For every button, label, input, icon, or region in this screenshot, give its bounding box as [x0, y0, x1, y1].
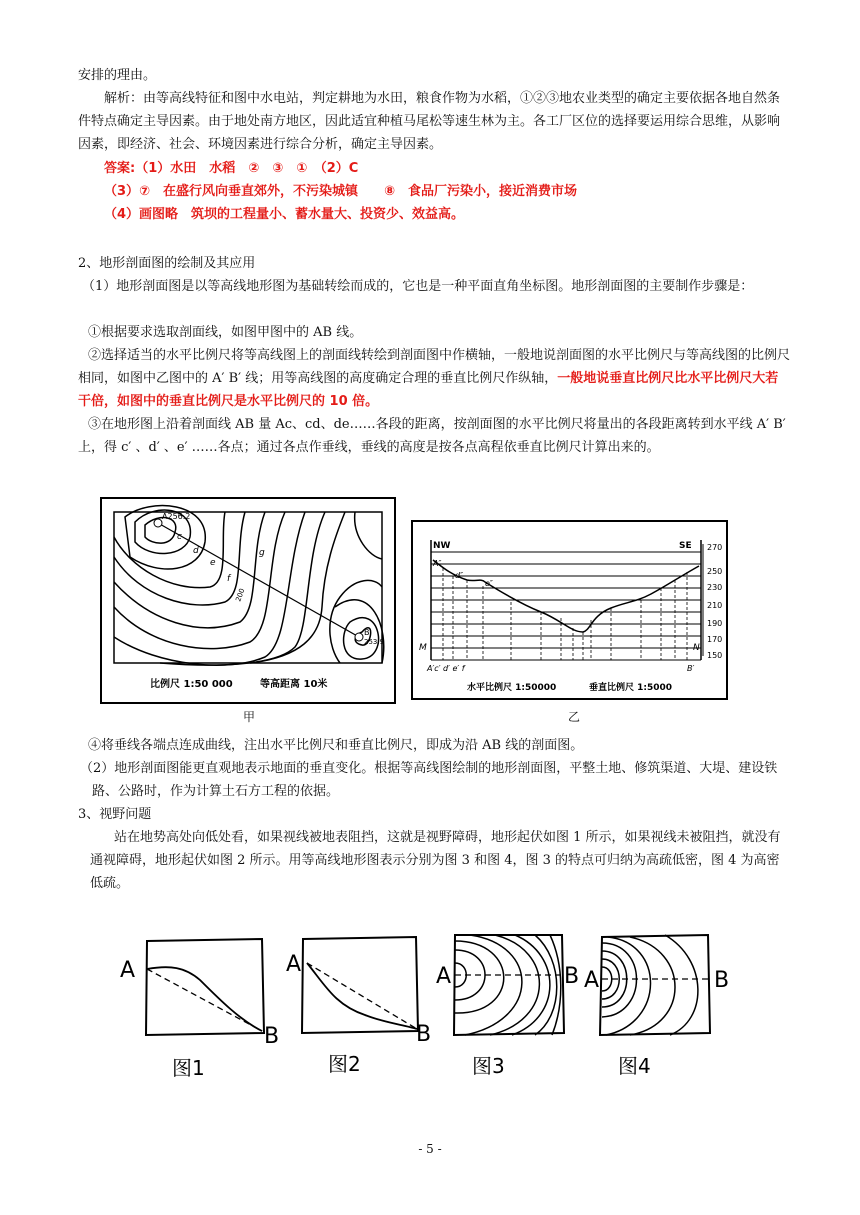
ytick-150: 150: [707, 651, 723, 660]
sketch-1-label-b: B: [264, 1024, 280, 1049]
profile-vscale: 垂直比例尺 1:5000: [589, 683, 673, 693]
label-se: SE: [679, 541, 692, 551]
section-2-title: 2、地形剖面图的绘制及其应用: [78, 256, 256, 271]
caption-yi: 乙: [568, 710, 581, 724]
section-2-intro: （1）地形剖面图是以等高线地形图为基础转绘而成的，它也是一种平面直角坐标图。地形剖面图的主要制作步骤是：: [82, 279, 754, 294]
label-f: f: [227, 574, 231, 584]
sketch-3-caption: 图3: [472, 1054, 505, 1078]
profile-curve: [433, 560, 699, 632]
label-a-double-prime: A″: [433, 559, 442, 568]
caption-jia: 甲: [243, 710, 256, 724]
sketch-4-label-b: B: [714, 968, 730, 993]
ytick-190: 190: [707, 619, 723, 628]
label-b-prime: B′: [687, 664, 695, 673]
sketch-4-label-a: A: [584, 968, 600, 993]
point-b: [355, 633, 363, 641]
profile-figure: [411, 520, 728, 700]
sketch-3-label-b: B: [564, 964, 580, 989]
map-interval: 等高距离 10米: [260, 679, 328, 690]
step-2-highlight: 一般地说垂直比例尺比水平比例尺大若干倍，如图中的垂直比例尺是水平比例尺的 10 倍。: [78, 371, 779, 409]
profile-hscale: 水平比例尺 1:50000: [467, 683, 557, 693]
label-a: A256.2: [162, 512, 191, 521]
step-4: ④将垂线各端点连成曲线，注出水平比例尺和垂直比例尺，即成为沿 AB 线的剖面图。: [88, 738, 584, 753]
step-2: [78, 344, 790, 413]
label-e-double-prime: e″: [485, 579, 493, 588]
sketch-1-caption: 图1: [172, 1056, 205, 1080]
profile-grid: [431, 540, 701, 660]
answer-line-4: （4）画图略 筑坝的工程量小、蓄水量大、投资少、效益高。: [104, 207, 465, 222]
y-axis: [703, 543, 722, 660]
label-b-value: 253.9: [364, 638, 385, 646]
answer-line-3: （3）⑦ 在盛行风向垂直郊外，不污染城镇 ⑧ 食品厂污染小，接近消费市场: [104, 184, 578, 199]
bottom-labels: A′c′ d′ e′ f: [427, 664, 465, 673]
page-number: - 5 -: [418, 1142, 442, 1156]
label-c: c: [177, 532, 182, 542]
section-2-application: （2）地形剖面图能更直观地表示地面的垂直变化。根据等高线图绘制的地形剖面图，平整土地、修筑渠道、大堤、建设铁路、公路时，作为计算土石方工程的依据。: [80, 761, 778, 799]
point-a: [154, 519, 162, 527]
sketch-2-label-a: A: [286, 952, 302, 977]
label-m: M: [419, 643, 427, 653]
section-3-title: 3、视野问题: [78, 807, 152, 822]
ytick-250: 250: [707, 567, 723, 576]
visibility-sketches: [110, 925, 750, 1085]
ytick-210: 210: [707, 601, 723, 610]
section-3-paragraph: 站在地势高处向低处看，如果视线被地表阻挡，这就是视野障碍，地形起伏如图 1 所示，如果视线未被阻挡，就没有通视障碍，地形起伏如图 2 所示。用等高线地形图表示分别为图 3 和图 4，图 3 的特点可归纳为高疏低密，图 4 为高密低疏。: [90, 830, 781, 891]
ytick-170: 170: [707, 635, 723, 644]
ytick-230: 230: [707, 583, 723, 592]
step-2-text: ②选择适当的水平比例尺将等高线图上的剖面线转绘到剖面图中作横轴，一般地说剖面图的水平比例尺与等高线图的比例尺相同，如图中乙图中的 A′ B′ 线；用等高线图的高度确定合理的垂直比例尺作纵轴，: [78, 348, 791, 386]
contour-map-figure: [100, 497, 396, 704]
label-e: e: [210, 558, 216, 568]
label-d-double-prime: d″: [455, 571, 464, 580]
label-nw: NW: [433, 541, 451, 551]
analysis-paragraph: 解析：由等高线特征和图中水电站，判定耕地为水田，粮食作物为水稻，①②③地农业类型的确定主要依据各地自然条件特点确定主导因素。由于地处南方地区，因此适宜种植马尾松等速生林为主。各工厂区位的选择要运用综合思维，从影响因素，即经济、社会、环境因素进行综合分析，确定主导因素。: [78, 91, 781, 152]
sketch-1-label-a: A: [120, 958, 136, 983]
intro-tail: 安排的理由。: [78, 68, 157, 83]
label-200: 200: [234, 587, 247, 603]
step-3: ③在地形图上沿着剖面线 AB 量 Ac、cd、de……各段的距离，按剖面图的水平比例尺将量出的各段距离转到水平线 A′ B′ 上，得 c′ 、d′ 、e′ ……各点；通过各点作垂线，垂线的高度是按各点高程依垂直比例尺计算出来的。: [78, 417, 786, 455]
sketch-2-caption: 图2: [328, 1052, 361, 1076]
answer-line-1: 答案:（1）水田 水稻 ② ③ ① （2）C: [104, 161, 359, 176]
label-n: N: [693, 643, 700, 653]
step-1: ①根据要求选取剖面线，如图甲图中的 AB 线。: [88, 325, 363, 340]
contour-lines: [114, 506, 384, 666]
label-g: g: [259, 548, 265, 558]
ytick-270: 270: [707, 543, 723, 552]
label-b: B: [364, 628, 370, 637]
sketch-3-label-a: A: [436, 964, 452, 989]
map-scale: 比例尺 1:50 000: [150, 679, 233, 690]
sketch-4-caption: 图4: [618, 1054, 651, 1078]
label-d: d: [193, 546, 199, 556]
sketch-2-label-b: B: [416, 1022, 432, 1047]
profile-drop-lines: [443, 568, 687, 660]
